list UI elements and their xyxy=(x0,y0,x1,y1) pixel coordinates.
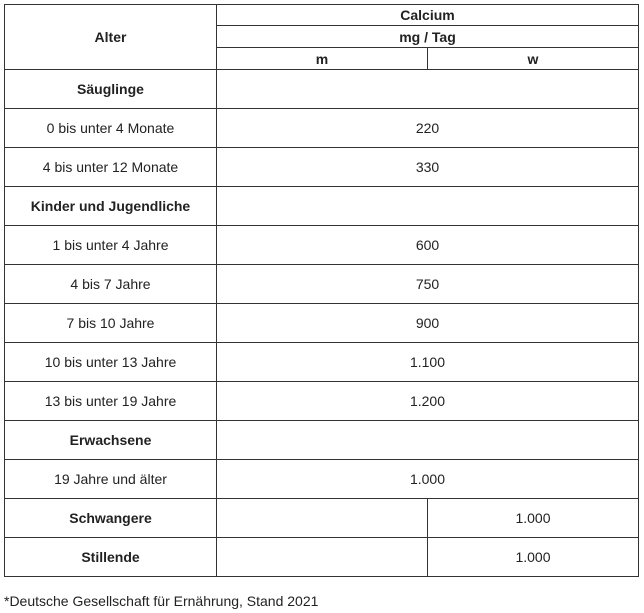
value-cell: 330 xyxy=(217,148,639,187)
table-row xyxy=(5,343,639,382)
table-row xyxy=(5,70,639,109)
male-value-cell xyxy=(217,499,428,538)
table-row xyxy=(5,538,639,577)
table-row xyxy=(5,148,639,187)
value-cell xyxy=(217,187,639,226)
header-age: Alter xyxy=(5,5,217,70)
value-cell: 600 xyxy=(217,226,639,265)
footnote: *Deutsche Gesellschaft für Ernährung, Stand 2021 xyxy=(4,593,319,609)
group-label: Kinder und Jugendliche xyxy=(5,187,217,226)
calcium-table xyxy=(4,4,639,577)
age-label: 1 bis unter 4 Jahre xyxy=(5,226,217,265)
table-row xyxy=(5,187,639,226)
age-label: 13 bis unter 19 Jahre xyxy=(5,382,217,421)
value-cell xyxy=(217,70,639,109)
value-cell: 1.100 xyxy=(217,343,639,382)
value-cell: 900 xyxy=(217,304,639,343)
table-row xyxy=(5,460,639,499)
header-nutrient: Calcium xyxy=(217,5,639,26)
table-row xyxy=(5,265,639,304)
value-cell: 220 xyxy=(217,109,639,148)
value-cell: 1.200 xyxy=(217,382,639,421)
value-cell: 750 xyxy=(217,265,639,304)
group-label: Stillende xyxy=(5,538,217,577)
age-label: 19 Jahre und älter xyxy=(5,460,217,499)
table-row xyxy=(5,421,639,460)
value-cell xyxy=(217,421,639,460)
table-row xyxy=(5,499,639,538)
age-label: 7 bis 10 Jahre xyxy=(5,304,217,343)
age-label: 0 bis unter 4 Monate xyxy=(5,109,217,148)
table-row xyxy=(5,304,639,343)
group-label: Schwangere xyxy=(5,499,217,538)
header-male: m xyxy=(217,48,428,70)
value-cell: 1.000 xyxy=(217,460,639,499)
header-unit: mg / Tag xyxy=(217,26,639,48)
group-label: Säuglinge xyxy=(5,70,217,109)
table-row xyxy=(5,382,639,421)
table-row xyxy=(5,109,639,148)
female-value-cell: 1.000 xyxy=(428,538,639,577)
group-label: Erwachsene xyxy=(5,421,217,460)
table-row xyxy=(5,226,639,265)
age-label: 4 bis unter 12 Monate xyxy=(5,148,217,187)
header-female: w xyxy=(428,48,639,70)
age-label: 10 bis unter 13 Jahre xyxy=(5,343,217,382)
male-value-cell xyxy=(217,538,428,577)
female-value-cell: 1.000 xyxy=(428,499,639,538)
age-label: 4 bis 7 Jahre xyxy=(5,265,217,304)
